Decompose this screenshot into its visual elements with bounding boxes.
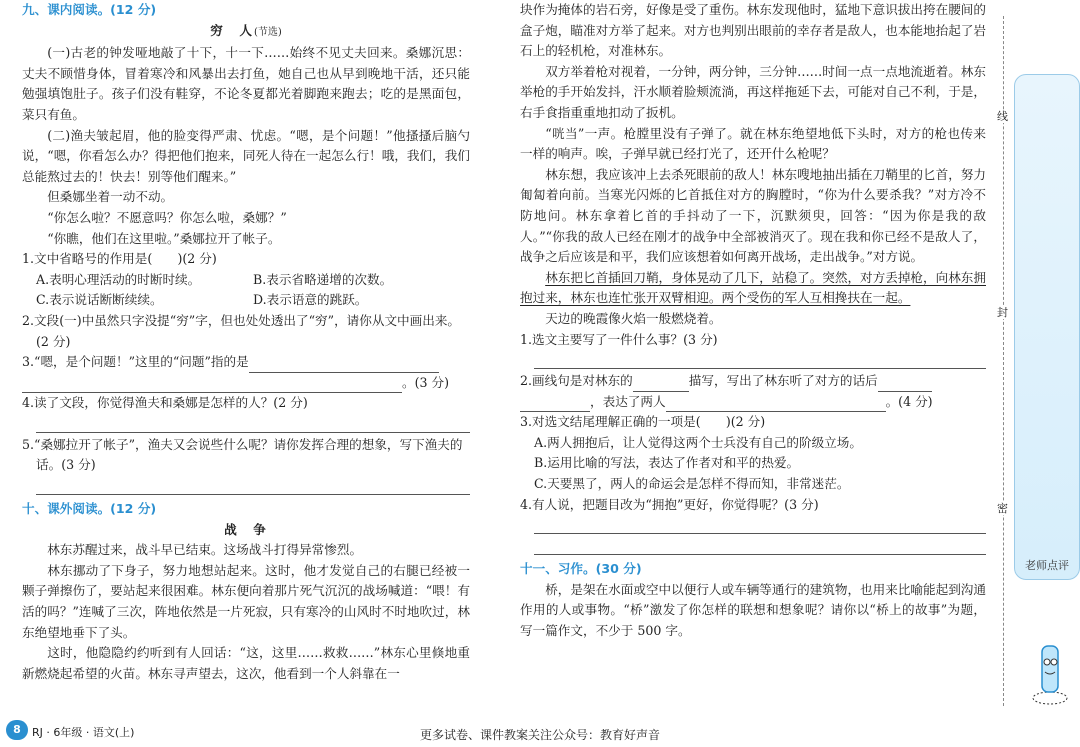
- paragraph: 双方举着枪对视着，一分钟，两分钟，三分钟……时间一点一点地流逝着。林东举枪的手开始发抖，汗水顺着脸颊流淌，再这样拖延下去，可能对自己不利，于是，右手食指重重地扣动了扳机。: [520, 63, 986, 120]
- underlined-paragraph: 林东把匕首插回刀鞘，身体晃动了几下，站稳了。突然，对方丢掉枪，向林东拥抱过来，林东也连忙张开双臂相迎。两个受伤的军人互相搀扶在一起。: [520, 269, 986, 306]
- paragraph: 林东苏醒过来，战斗早已结束。这场战斗打得异常惨烈。: [47, 542, 363, 558]
- paragraph: 林东想，我应该冲上去杀死眼前的敌人！林东嗖地抽出插在刀鞘里的匕首，努力匍匐着向前。当寒光闪烁的匕首抵住对方的胸膛时，“你为什么要杀我？”对方冷不防地问。林东拿着匕首的手抖动了一下，沉默须臾，回答：“因为你是我的敌人。”“你我的敌人已经在刚才的战争中全部被消灭了。现在我和你已经不是敌人了，战争之后应该是和平，我们应该想着如何离开战场，走出战争。”对方说。: [520, 166, 986, 265]
- paragraph: 这时，他隐隐约约听到有人回话：“这，这里……救救……”林东心里倏地重新燃烧起希望的火苗。林东寻声望去，这次，他看到一个人斜靠在一: [22, 645, 470, 681]
- binding-char: 线: [997, 110, 1008, 123]
- option-c[interactable]: C.天要黑了，两人的命运会是怎样不得而知，非常迷茫。: [534, 476, 850, 492]
- story-title: 战 争: [224, 521, 268, 537]
- answer-blank[interactable]: [666, 397, 886, 412]
- question-r3: 3.对选文结尾理解正确的一项是( )(2 分): [520, 414, 766, 430]
- binding-char: 封: [997, 306, 1008, 319]
- paragraph: 天边的晚霞像火焰一般燃烧着。: [545, 310, 722, 326]
- question-r2-text: 2.画线句是对林东的: [520, 373, 633, 389]
- question-3-end: 。(3 分): [402, 374, 450, 390]
- option-a[interactable]: A.表明心理活动的时断时续。: [36, 271, 201, 287]
- question-3-text: 3.“嗯，是个问题！”这里的“问题”指的是: [22, 354, 249, 370]
- question-r2-text: 描写，写出了林东听了对方的话后: [688, 373, 878, 389]
- question-4: 4.读了文段，你觉得渔夫和桑娜是怎样的人？(2 分): [22, 395, 308, 411]
- answer-blank[interactable]: [249, 358, 439, 373]
- mascot-icon: [1030, 640, 1070, 706]
- answer-line[interactable]: [534, 515, 986, 534]
- option-c[interactable]: C.表示说话断断续续。: [36, 292, 163, 308]
- option-b[interactable]: B.运用比喻的写法，表达了作者对和平的热爱。: [534, 455, 800, 471]
- section-11-heading: 十一、习作。(30 分): [520, 561, 642, 577]
- paragraph: 块作为掩体的岩石旁，好像是受了重伤。林东发现他时，猛地下意识拔出挎在腰间的盒子炮，瞄准对方举了起来。对方也判别出眼前的幸存者是敌人，也本能地抬起了岩石上的轻机枪，对准林东。: [520, 2, 986, 59]
- option-a[interactable]: A.两人拥抱后，让人觉得这两个士兵没有自己的阶级立场。: [534, 434, 862, 450]
- page-number: 8: [6, 720, 28, 740]
- answer-line[interactable]: [534, 536, 986, 555]
- book-label: RJ · 6年级 · 语文(上): [32, 726, 135, 739]
- question-r1: 1.选文主要写了一件什么事？(3 分): [520, 331, 718, 347]
- binding-char: 密: [997, 502, 1008, 515]
- options-row: [22, 290, 470, 311]
- question-r2-end: 。(4 分): [885, 393, 933, 409]
- paragraph: “你瞧，他们在这里啦。”桑娜拉开了帐子。: [47, 230, 281, 246]
- option-d[interactable]: D.表示语意的跳跃。: [253, 292, 368, 308]
- paragraph: 但桑娜坐着一动不动。: [47, 189, 174, 205]
- question-r4: 4.有人说，把题目改为“拥抱”更好，你觉得呢？(3 分): [520, 496, 819, 512]
- option-b[interactable]: B.表示省略递增的次数。: [253, 271, 393, 287]
- footer-notice: 更多试卷、课件教案关注公众号：教育好声音: [419, 728, 660, 742]
- paragraph: 林东挪动了下身子，努力地想站起来。这时，他才发觉自己的右腿已经被一颗子弹擦伤了，要站起来很困难。林东便向着那片死气沉沉的战场喊道：“喂！有活的吗？”连喊了三次，阵地依然是一片死寂，只有寒冷的山风时不时地吹过，林东绝望地垂下了头。: [22, 562, 470, 640]
- answer-blank[interactable]: [878, 377, 932, 392]
- question-5: 5.“桑娜拉开了帐子”，渔夫又会说些什么呢？请你发挥合理的想象，写下渔夫的话。(3 分): [22, 436, 463, 473]
- paragraph: (二)渔夫皱起眉，他的脸变得严肃、忧虑。“嗯，是个问题！”他搔搔后脑勺说，“嗯，你看怎么办？得把他们抱来，同死人待在一起怎么行！哦，我们，我们总能熬过去的！快去！别等他们醒来。”: [22, 127, 470, 184]
- question-r2-cont: [520, 392, 986, 413]
- question-1: 1.文中省略号的作用是( )(2 分): [22, 251, 217, 267]
- answer-blank[interactable]: [633, 377, 689, 392]
- passage-title: [22, 21, 470, 44]
- paragraph: “咣当”一声。枪膛里没有子弹了。就在林东绝望地低下头时，对方的枪也传来一样的响声。唉，子弹早就已经打光了，还开什么枪呢？: [520, 125, 986, 162]
- footer: [0, 720, 1080, 747]
- question-r2-text: ，表达了两人: [590, 393, 666, 409]
- paragraph: (一)古老的钟发哑地敲了十下，十一下……始终不见丈夫回来。桑娜沉思：丈夫不顾惜身体，冒着寒冷和风暴出去打鱼，她自己也从早到晚地干活，还只能勉强填饱肚子。孩子们没有鞋穿，不论冬夏都光着脚跑来跑去；吃的是黑面包，菜只有鱼。: [22, 45, 470, 122]
- teacher-comment-label: 老师点评: [1025, 559, 1069, 572]
- section-10-heading: 十、课外阅读。(12 分): [22, 501, 157, 517]
- section-9-heading: 九、课内阅读。(12 分): [22, 2, 157, 17]
- question-r2: [520, 371, 986, 392]
- left-column: [22, 0, 470, 684]
- answer-line[interactable]: [36, 414, 470, 433]
- answer-blank[interactable]: [22, 378, 402, 393]
- teacher-comment-panel[interactable]: [1014, 74, 1080, 580]
- paragraph: “你怎么啦？不愿意吗？你怎么啦，桑娜？”: [47, 209, 287, 225]
- essay-prompt: 桥，是架在水面或空中以便行人或车辆等通行的建筑物，也用来比喻能起到沟通作用的人或事物。“桥”激发了你怎样的联想和想象呢？请你以“桥上的故事”为题，写一篇作文，不少于 500 字。: [520, 581, 986, 639]
- question-3-cont: [22, 373, 470, 394]
- answer-line[interactable]: [36, 476, 470, 495]
- passage-note: (节选): [253, 26, 282, 38]
- question-3: [22, 352, 470, 373]
- passage-title-text: 穷 人: [210, 22, 254, 38]
- options-row: [22, 270, 470, 291]
- question-2: 2.文段(一)中虽然只字没提“穷”字，但也处处透出了“穷”，请你从文中画出来。(2 分): [22, 312, 461, 349]
- right-column: [520, 0, 986, 642]
- answer-line[interactable]: [534, 350, 986, 369]
- answer-blank[interactable]: [520, 397, 590, 412]
